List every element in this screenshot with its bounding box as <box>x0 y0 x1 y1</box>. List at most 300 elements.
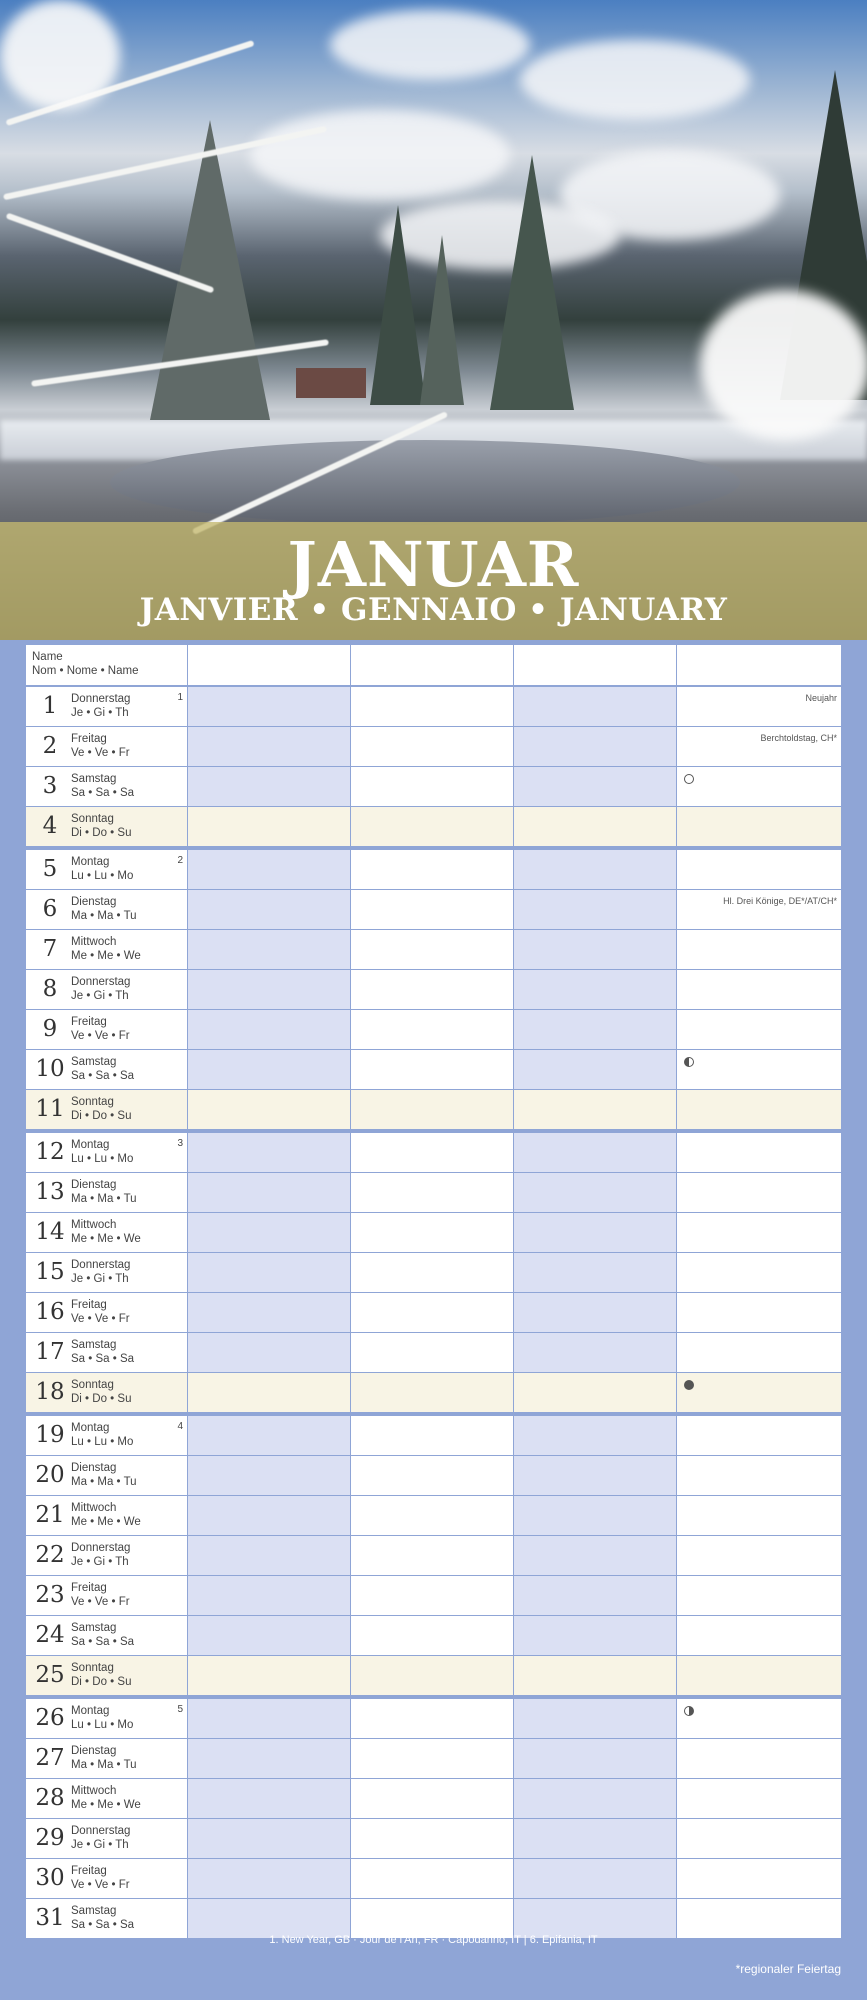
entry-cell[interactable] <box>677 807 841 846</box>
entry-cell[interactable] <box>677 1090 841 1129</box>
weekday-name: Donnerstag <box>71 1542 131 1554</box>
day-label-cell <box>26 850 188 889</box>
weekday-abbreviations: Je • Gi • Th <box>71 1839 129 1851</box>
entry-cell[interactable] <box>677 890 841 929</box>
table-row <box>26 767 841 806</box>
entry-cell[interactable] <box>351 970 514 1009</box>
weekday-abbreviations: Me • Me • We <box>71 1799 141 1811</box>
weekday-abbreviations: Ve • Ve • Fr <box>71 1313 130 1325</box>
entry-cell[interactable] <box>677 1899 841 1938</box>
table-row <box>26 1416 841 1455</box>
entry-cell[interactable] <box>677 1656 841 1695</box>
weekday-abbreviations: Di • Do • Su <box>71 827 132 839</box>
entry-cell[interactable] <box>677 850 841 889</box>
weekday-name: Samstag <box>71 1622 117 1634</box>
weekday-name: Montag <box>71 1422 110 1434</box>
day-number: 5 <box>42 856 58 882</box>
weekday-abbreviations: Lu • Lu • Mo <box>71 1436 134 1448</box>
entry-cell[interactable] <box>677 1456 841 1495</box>
gazebo-shape <box>296 368 366 398</box>
entry-cell[interactable] <box>514 1253 677 1292</box>
day-number: 16 <box>35 1299 65 1325</box>
entry-cell[interactable] <box>351 727 514 766</box>
day-label-cell <box>26 1616 188 1655</box>
entry-cell[interactable] <box>188 1616 351 1655</box>
day-label-cell <box>26 1293 188 1332</box>
entry-cell[interactable] <box>351 850 514 889</box>
moon-phase-icon <box>684 1380 694 1390</box>
entry-cell[interactable] <box>677 1536 841 1575</box>
weekday-name: Dienstag <box>71 1179 117 1191</box>
table-row <box>26 1656 841 1695</box>
entry-cell[interactable] <box>188 1699 351 1738</box>
day-number: 4 <box>42 813 58 839</box>
entry-cell[interactable] <box>188 1416 351 1455</box>
moon-phase-icon <box>684 1057 694 1067</box>
table-row <box>26 1496 841 1535</box>
entry-cell[interactable] <box>351 1173 514 1212</box>
weekday-abbreviations: Je • Gi • Th <box>71 1273 129 1285</box>
day-number: 28 <box>35 1785 65 1811</box>
entry-cell[interactable] <box>514 1779 677 1818</box>
entry-cell[interactable] <box>677 1293 841 1332</box>
weekday-abbreviations: Ma • Ma • Tu <box>71 1476 137 1488</box>
entry-cell[interactable] <box>351 1899 514 1938</box>
frozen-lake <box>110 440 740 525</box>
table-row <box>26 1576 841 1615</box>
day-number: 8 <box>42 976 58 1002</box>
table-row <box>26 1739 841 1778</box>
entry-cell[interactable] <box>188 1656 351 1695</box>
weekday-abbreviations: Me • Me • We <box>71 950 141 962</box>
weekday-abbreviations: Di • Do • Su <box>71 1393 132 1405</box>
entry-cell[interactable] <box>188 1050 351 1089</box>
tree-shape <box>420 235 464 405</box>
entry-cell[interactable] <box>514 1576 677 1615</box>
entry-cell[interactable] <box>351 930 514 969</box>
table-row <box>26 1779 841 1818</box>
table-row <box>26 1293 841 1332</box>
day-label-cell <box>26 1333 188 1372</box>
day-number: 31 <box>35 1905 65 1931</box>
entry-cell[interactable] <box>514 1656 677 1695</box>
day-label-cell <box>26 687 188 726</box>
weekday-name: Mittwoch <box>71 936 117 948</box>
table-row <box>26 1213 841 1252</box>
week-number: 2 <box>177 855 183 866</box>
weekday-abbreviations: Sa • Sa • Sa <box>71 1919 135 1931</box>
entry-cell[interactable] <box>514 1133 677 1172</box>
table-row <box>26 1616 841 1655</box>
entry-cell[interactable] <box>351 1416 514 1455</box>
day-number: 7 <box>42 936 58 962</box>
name-column-2[interactable] <box>351 645 514 685</box>
weekday-name: Montag <box>71 856 110 868</box>
entry-cell[interactable] <box>677 1373 841 1412</box>
entry-cell[interactable] <box>514 1699 677 1738</box>
table-row <box>26 1819 841 1858</box>
table-row <box>26 890 841 929</box>
day-label-cell <box>26 1536 188 1575</box>
table-row <box>26 1333 841 1372</box>
day-label-cell <box>26 1456 188 1495</box>
entry-cell[interactable] <box>351 1859 514 1898</box>
weekday-abbreviations: Sa • Sa • Sa <box>71 1353 135 1365</box>
header-label-cell <box>26 645 188 685</box>
entry-cell[interactable] <box>188 687 351 726</box>
snow-bush <box>700 290 867 440</box>
weekday-name: Donnerstag <box>71 1259 131 1271</box>
entry-cell[interactable] <box>677 1739 841 1778</box>
entry-cell[interactable] <box>188 1779 351 1818</box>
day-label-cell <box>26 1656 188 1695</box>
weekday-abbreviations: Sa • Sa • Sa <box>71 787 135 799</box>
entry-cell[interactable] <box>188 1173 351 1212</box>
entry-cell[interactable] <box>188 1536 351 1575</box>
entry-cell[interactable] <box>351 1576 514 1615</box>
weekday-abbreviations: Di • Do • Su <box>71 1110 132 1122</box>
weekday-abbreviations: Me • Me • We <box>71 1233 141 1245</box>
month-title: JANUAR <box>287 528 580 601</box>
entry-cell[interactable] <box>188 727 351 766</box>
day-number: 13 <box>35 1179 65 1205</box>
weekday-name: Sonntag <box>71 1662 114 1674</box>
entry-cell[interactable] <box>188 1293 351 1332</box>
entry-cell[interactable] <box>514 1090 677 1129</box>
entry-cell[interactable] <box>188 850 351 889</box>
weekday-abbreviations: Ve • Ve • Fr <box>71 1030 130 1042</box>
entry-cell[interactable] <box>188 970 351 1009</box>
entry-cell[interactable] <box>351 1213 514 1252</box>
day-label-cell <box>26 1859 188 1898</box>
weekday-name: Freitag <box>71 733 107 745</box>
header-name-translations: Nom • Nome • Name <box>32 665 139 677</box>
entry-cell[interactable] <box>677 1779 841 1818</box>
day-label-cell <box>26 807 188 846</box>
entry-cell[interactable] <box>351 1253 514 1292</box>
table-row <box>26 807 841 846</box>
day-number: 30 <box>35 1865 65 1891</box>
day-number: 18 <box>35 1379 65 1405</box>
moon-phase-icon <box>684 1706 694 1716</box>
day-label-cell <box>26 767 188 806</box>
cloud-shape <box>250 110 510 200</box>
table-row <box>26 1050 841 1089</box>
entry-cell[interactable] <box>514 1739 677 1778</box>
weekday-abbreviations: Sa • Sa • Sa <box>71 1070 135 1082</box>
day-number: 14 <box>35 1219 65 1245</box>
weekday-name: Freitag <box>71 1299 107 1311</box>
weekday-abbreviations: Je • Gi • Th <box>71 990 129 1002</box>
weekday-abbreviations: Ma • Ma • Tu <box>71 1193 137 1205</box>
week-number: 5 <box>177 1704 183 1715</box>
day-label-cell <box>26 1576 188 1615</box>
day-label-cell <box>26 1090 188 1129</box>
entry-cell[interactable] <box>514 1899 677 1938</box>
entry-cell[interactable] <box>677 1173 841 1212</box>
entry-cell[interactable] <box>514 767 677 806</box>
day-number: 25 <box>35 1662 65 1688</box>
table-row <box>26 1133 841 1172</box>
entry-cell[interactable] <box>514 687 677 726</box>
entry-cell[interactable] <box>351 1656 514 1695</box>
table-row <box>26 1456 841 1495</box>
entry-cell[interactable] <box>188 1253 351 1292</box>
day-number: 1 <box>42 693 58 719</box>
weekday-name: Dienstag <box>71 896 117 908</box>
day-number: 27 <box>35 1745 65 1771</box>
weekday-name: Dienstag <box>71 1745 117 1757</box>
weekday-name: Samstag <box>71 1905 117 1917</box>
day-label-cell <box>26 1010 188 1049</box>
entry-cell[interactable] <box>351 1456 514 1495</box>
header-name-label: Name <box>32 651 63 663</box>
entry-cell[interactable] <box>351 1090 514 1129</box>
day-number: 17 <box>35 1339 65 1365</box>
name-column-3[interactable] <box>514 645 677 685</box>
entry-cell[interactable] <box>677 1253 841 1292</box>
entry-cell[interactable] <box>188 807 351 846</box>
day-number: 12 <box>35 1139 65 1165</box>
entry-cell[interactable] <box>351 1133 514 1172</box>
weekday-abbreviations: Ve • Ve • Fr <box>71 1879 130 1891</box>
weekday-name: Montag <box>71 1139 110 1151</box>
entry-cell[interactable] <box>188 1456 351 1495</box>
table-row <box>26 687 841 726</box>
table-header-row <box>26 645 841 685</box>
weekday-abbreviations: Ma • Ma • Tu <box>71 910 137 922</box>
weekday-abbreviations: Sa • Sa • Sa <box>71 1636 135 1648</box>
entry-cell[interactable] <box>677 1213 841 1252</box>
entry-cell[interactable] <box>188 1373 351 1412</box>
entry-cell[interactable] <box>351 1050 514 1089</box>
entry-cell[interactable] <box>677 1819 841 1858</box>
day-label-cell <box>26 1819 188 1858</box>
weekday-name: Freitag <box>71 1582 107 1594</box>
entry-cell[interactable] <box>514 850 677 889</box>
entry-cell[interactable] <box>677 970 841 1009</box>
day-number: 2 <box>42 733 58 759</box>
entry-cell[interactable] <box>188 1859 351 1898</box>
table-row <box>26 1373 841 1412</box>
weekday-name: Donnerstag <box>71 693 131 705</box>
name-column-4[interactable] <box>677 645 841 685</box>
day-label-cell <box>26 1416 188 1455</box>
entry-cell[interactable] <box>188 1496 351 1535</box>
entry-cell[interactable] <box>188 1010 351 1049</box>
entry-cell[interactable] <box>188 930 351 969</box>
day-label-cell <box>26 1496 188 1535</box>
entry-cell[interactable] <box>351 1373 514 1412</box>
holiday-label: Berchtoldstag, CH* <box>760 733 837 743</box>
entry-cell[interactable] <box>351 890 514 929</box>
weekday-name: Samstag <box>71 1056 117 1068</box>
day-label-cell <box>26 1373 188 1412</box>
holiday-label: Neujahr <box>805 693 837 703</box>
entry-cell[interactable] <box>514 727 677 766</box>
entry-cell[interactable] <box>677 1576 841 1615</box>
day-number: 22 <box>35 1542 65 1568</box>
day-label-cell <box>26 1253 188 1292</box>
day-number: 11 <box>35 1096 65 1122</box>
entry-cell[interactable] <box>188 1133 351 1172</box>
day-number: 29 <box>35 1825 65 1851</box>
entry-cell[interactable] <box>188 1819 351 1858</box>
holidays-footnote: 1. New Year, GB · Jour de l'An, FR · Capodanno, IT | 6. Epifania, IT <box>269 1934 598 1946</box>
entry-cell[interactable] <box>351 687 514 726</box>
entry-cell[interactable] <box>677 1496 841 1535</box>
day-number: 24 <box>35 1622 65 1648</box>
table-row <box>26 727 841 766</box>
entry-cell[interactable] <box>677 687 841 726</box>
day-label-cell <box>26 1739 188 1778</box>
entry-cell[interactable] <box>677 1133 841 1172</box>
table-row <box>26 930 841 969</box>
week-number: 4 <box>177 1421 183 1432</box>
entry-cell[interactable] <box>188 1333 351 1372</box>
entry-cell[interactable] <box>514 1213 677 1252</box>
entry-cell[interactable] <box>351 1536 514 1575</box>
day-number: 15 <box>35 1259 65 1285</box>
day-label-cell <box>26 970 188 1009</box>
weekday-abbreviations: Lu • Lu • Mo <box>71 870 134 882</box>
day-label-cell <box>26 1699 188 1738</box>
table-row <box>26 1090 841 1129</box>
table-row <box>26 850 841 889</box>
day-label-cell <box>26 930 188 969</box>
weekday-name: Freitag <box>71 1016 107 1028</box>
weekday-abbreviations: Ve • Ve • Fr <box>71 747 130 759</box>
regional-holiday-note: *regionaler Feiertag <box>735 1962 841 1976</box>
entry-cell[interactable] <box>677 930 841 969</box>
weekday-name: Dienstag <box>71 1462 117 1474</box>
entry-cell[interactable] <box>677 1859 841 1898</box>
week-number: 1 <box>177 692 183 703</box>
entry-cell[interactable] <box>514 1416 677 1455</box>
entry-cell[interactable] <box>351 1333 514 1372</box>
day-label-cell <box>26 1050 188 1089</box>
entry-cell[interactable] <box>188 1213 351 1252</box>
cloud-shape <box>330 10 530 80</box>
weekday-abbreviations: Ve • Ve • Fr <box>71 1596 130 1608</box>
table-row <box>26 1536 841 1575</box>
cloud-shape <box>520 40 750 120</box>
entry-cell[interactable] <box>677 767 841 806</box>
entry-cell[interactable] <box>514 1616 677 1655</box>
entry-cell[interactable] <box>677 1416 841 1455</box>
entry-cell[interactable] <box>514 1373 677 1412</box>
entry-cell[interactable] <box>514 890 677 929</box>
weekday-name: Freitag <box>71 1865 107 1877</box>
day-number: 26 <box>35 1705 65 1731</box>
entry-cell[interactable] <box>351 1819 514 1858</box>
entry-cell[interactable] <box>514 807 677 846</box>
entry-cell[interactable] <box>677 1699 841 1738</box>
day-label-cell <box>26 1133 188 1172</box>
weekday-name: Mittwoch <box>71 1502 117 1514</box>
name-column-1[interactable] <box>188 645 351 685</box>
weekday-abbreviations: Je • Gi • Th <box>71 1556 129 1568</box>
weekday-abbreviations: Lu • Lu • Mo <box>71 1153 134 1165</box>
entry-cell[interactable] <box>514 1333 677 1372</box>
entry-cell[interactable] <box>351 1699 514 1738</box>
weekday-abbreviations: Lu • Lu • Mo <box>71 1719 134 1731</box>
entry-cell[interactable] <box>351 1496 514 1535</box>
tree-shape <box>490 155 574 410</box>
entry-cell[interactable] <box>351 767 514 806</box>
entry-cell[interactable] <box>351 1739 514 1778</box>
moon-phase-icon <box>684 774 694 784</box>
weekday-name: Donnerstag <box>71 976 131 988</box>
holiday-label: Hl. Drei Könige, DE*/AT/CH* <box>723 896 837 906</box>
day-number: 23 <box>35 1582 65 1608</box>
entry-cell[interactable] <box>677 1050 841 1089</box>
entry-cell[interactable] <box>677 1010 841 1049</box>
table-row <box>26 1899 841 1938</box>
weekday-name: Samstag <box>71 773 117 785</box>
entry-cell[interactable] <box>188 890 351 929</box>
entry-cell[interactable] <box>514 1859 677 1898</box>
table-row <box>26 1859 841 1898</box>
week-number: 3 <box>177 1138 183 1149</box>
entry-cell[interactable] <box>188 1090 351 1129</box>
day-number: 19 <box>35 1422 65 1448</box>
entry-cell[interactable] <box>188 1739 351 1778</box>
entry-cell[interactable] <box>514 930 677 969</box>
entry-cell[interactable] <box>351 1293 514 1332</box>
entry-cell[interactable] <box>514 970 677 1009</box>
entry-cell[interactable] <box>351 807 514 846</box>
weekday-name: Sonntag <box>71 1379 114 1391</box>
day-label-cell <box>26 890 188 929</box>
tree-shape <box>370 205 426 405</box>
month-translations: JANVIER • GENNAIO • JANUARY <box>139 592 728 628</box>
entry-cell[interactable] <box>514 1536 677 1575</box>
entry-cell[interactable] <box>188 1576 351 1615</box>
entry-cell[interactable] <box>677 1616 841 1655</box>
table-row <box>26 970 841 1009</box>
table-row <box>26 1253 841 1292</box>
entry-cell[interactable] <box>188 1899 351 1938</box>
entry-cell[interactable] <box>351 1010 514 1049</box>
entry-cell[interactable] <box>514 1496 677 1535</box>
entry-cell[interactable] <box>514 1456 677 1495</box>
day-label-cell <box>26 1899 188 1938</box>
weekday-name: Sonntag <box>71 1096 114 1108</box>
day-number: 9 <box>42 1016 58 1042</box>
entry-cell[interactable] <box>514 1819 677 1858</box>
entry-cell[interactable] <box>351 1616 514 1655</box>
weekday-abbreviations: Di • Do • Su <box>71 1676 132 1688</box>
entry-cell[interactable] <box>514 1050 677 1089</box>
entry-cell[interactable] <box>514 1010 677 1049</box>
day-number: 10 <box>35 1056 65 1082</box>
entry-cell[interactable] <box>188 767 351 806</box>
entry-cell[interactable] <box>677 1333 841 1372</box>
day-number: 21 <box>35 1502 65 1528</box>
day-label-cell <box>26 1779 188 1818</box>
weekday-name: Montag <box>71 1705 110 1717</box>
day-number: 3 <box>42 773 58 799</box>
entry-cell[interactable] <box>514 1173 677 1212</box>
weekday-abbreviations: Je • Gi • Th <box>71 707 129 719</box>
day-number: 20 <box>35 1462 65 1488</box>
entry-cell[interactable] <box>514 1293 677 1332</box>
table-row <box>26 1173 841 1212</box>
weekday-name: Mittwoch <box>71 1219 117 1231</box>
entry-cell[interactable] <box>351 1779 514 1818</box>
entry-cell[interactable] <box>677 727 841 766</box>
